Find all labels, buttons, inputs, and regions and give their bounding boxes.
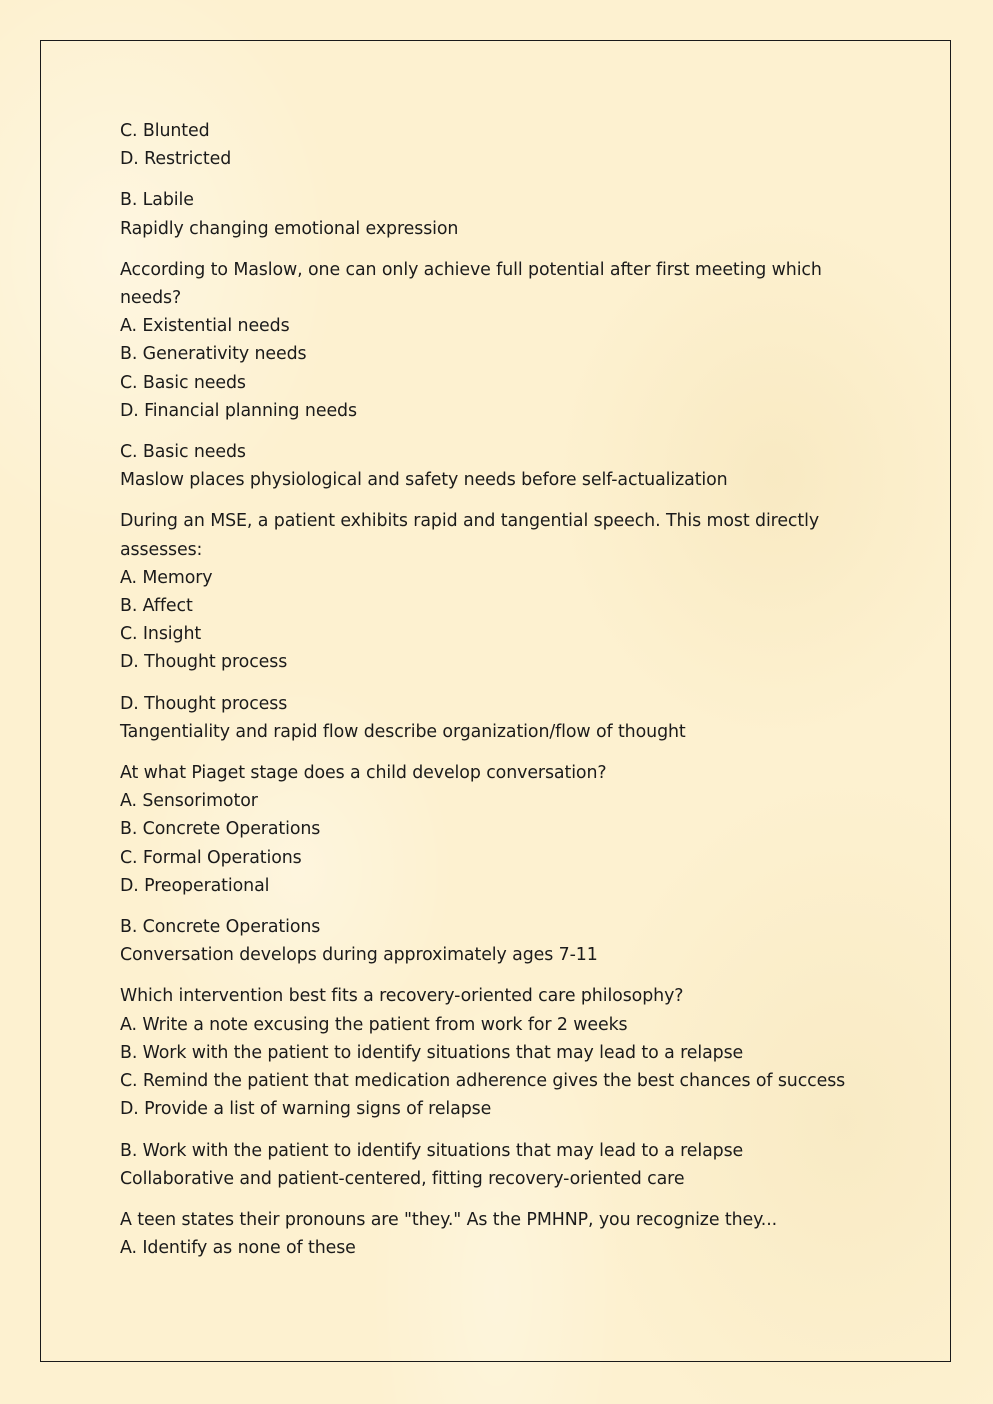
options-fragment	[120, 117, 860, 173]
option-c: C. Insight	[120, 624, 202, 645]
option-b: B. Affect	[120, 596, 193, 617]
answer-choice: B. Labile	[120, 190, 194, 211]
option-d: D. Provide a list of warning signs of relapse	[120, 1099, 492, 1120]
question-mse	[120, 507, 860, 676]
option-a: A. Memory	[120, 567, 213, 588]
answer-rationale: Tangentiality and rapid flow describe organization/flow of thought	[120, 721, 686, 742]
answer-rationale: Collaborative and patient-centered, fitting recovery-oriented care	[120, 1168, 685, 1189]
document-content	[120, 117, 860, 1275]
question-text-cont: assesses:	[120, 539, 203, 560]
question-maslow	[120, 256, 860, 425]
question-text: Which intervention best fits a recovery-oriented care philosophy?	[120, 986, 684, 1007]
question-recovery	[120, 982, 860, 1123]
answer-choice: D. Thought process	[120, 693, 288, 714]
question-text: According to Maslow, one can only achieve full potential after first meeting which	[120, 259, 822, 280]
question-pronouns	[120, 1206, 860, 1262]
answer-piaget	[120, 913, 860, 969]
option-c: C. Remind the patient that medication adherence gives the best chances of success	[120, 1071, 846, 1092]
answer-choice: B. Work with the patient to identify situations that may lead to a relapse	[120, 1140, 744, 1161]
answer-choice: C. Basic needs	[120, 442, 246, 463]
option-d: D. Preoperational	[120, 875, 270, 896]
answer-rationale: Conversation develops during approximately ages 7-11	[120, 945, 598, 966]
answer-recovery	[120, 1137, 860, 1193]
option-b: B. Generativity needs	[120, 344, 307, 365]
answer-rationale: Maslow places physiological and safety needs before self-actualization	[120, 470, 728, 491]
option-a: A. Existential needs	[120, 316, 290, 337]
option-b: B. Concrete Operations	[120, 819, 321, 840]
answer-1	[120, 186, 860, 242]
option-c: C. Blunted	[120, 121, 210, 141]
option-a: A. Sensorimotor	[120, 791, 258, 812]
answer-mse	[120, 690, 860, 746]
answer-maslow	[120, 438, 860, 494]
option-c: C. Formal Operations	[120, 847, 302, 868]
option-c: C. Basic needs	[120, 372, 246, 393]
option-a: A. Identify as none of these	[120, 1238, 356, 1259]
option-d: D. Restricted	[120, 149, 232, 170]
question-text: At what Piaget stage does a child develop conversation?	[120, 763, 607, 784]
question-text-cont: needs?	[120, 288, 182, 309]
question-piaget	[120, 759, 860, 900]
answer-rationale: Rapidly changing emotional expression	[120, 218, 459, 239]
answer-choice: B. Concrete Operations	[120, 917, 321, 938]
option-d: D. Financial planning needs	[120, 400, 357, 421]
option-b: B. Work with the patient to identify situations that may lead to a relapse	[120, 1042, 744, 1063]
option-a: A. Write a note excusing the patient from work for 2 weeks	[120, 1014, 628, 1035]
option-d: D. Thought process	[120, 652, 288, 673]
question-text: A teen states their pronouns are "they." As the PMHNP, you recognize they...	[120, 1209, 778, 1230]
question-text: During an MSE, a patient exhibits rapid and tangential speech. This most directly	[120, 511, 820, 532]
